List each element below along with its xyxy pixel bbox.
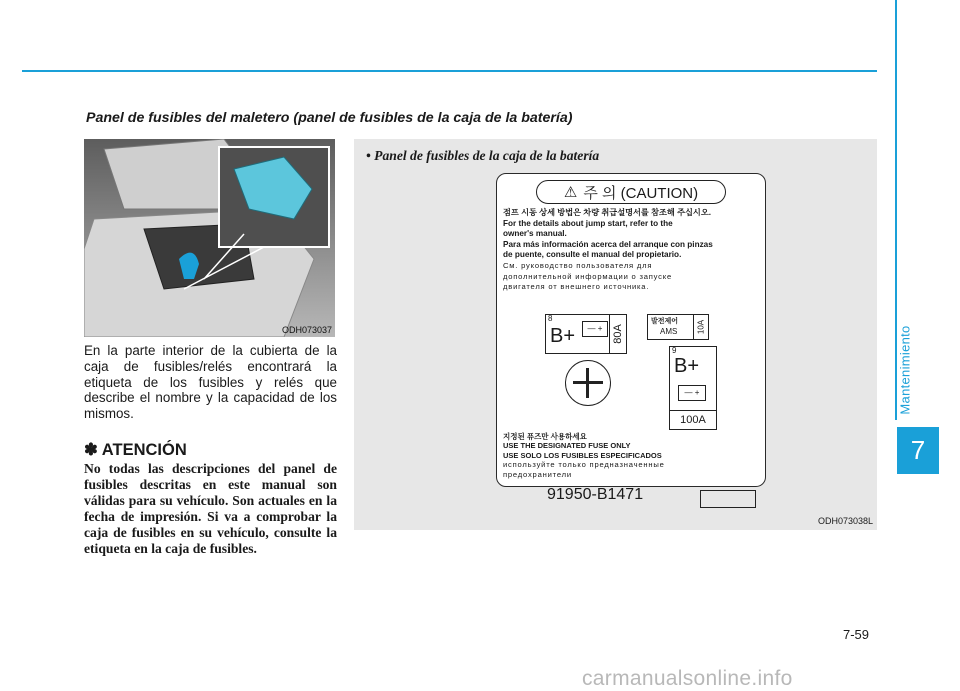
warning-icon: ⚠ xyxy=(563,184,578,201)
part-number: 91950-B1471 xyxy=(547,486,644,503)
fuse-ams: 발전제어 AMS 10A xyxy=(647,314,709,340)
trunk-photo xyxy=(84,139,335,337)
bolt-icon xyxy=(565,360,611,406)
chapter-label: Mantenimiento xyxy=(897,325,913,415)
battery-icon: — + xyxy=(582,321,608,337)
image-code: ODH073037 xyxy=(281,325,332,335)
caution-text: 주 의 (CAUTION) xyxy=(583,184,699,202)
figure-caption: • Panel de fusibles de la caja de la batería xyxy=(366,148,600,163)
top-rule xyxy=(22,70,877,72)
car-trunk-illustration xyxy=(84,139,335,337)
designated-fuse-notice: 지정된 퓨즈만 사용하세요 USE THE DESIGNATED FUSE ONLY USE SOLO LOS FUSIBLES ESPECIFICADOS используйте только предназначенные предохранители xyxy=(503,432,665,479)
chapter-number-badge: 7 xyxy=(897,427,939,474)
watermark: carmanualsonline.info xyxy=(582,667,793,690)
fuse-label-card xyxy=(496,173,766,503)
attention-text: No todas las descripciones del panel de fusibles descritas en este manual son válidas para su vehículo. Son actuales en la fecha de impresión. Si va a comprobar la caja de fusibles en su vehículo, consulte la etiqueta en la caja de fusibles. xyxy=(84,461,337,556)
attention-heading: ✽ ATENCIÓN xyxy=(84,441,187,459)
blank-label-box xyxy=(700,490,756,508)
fuse-b8: 8 B+ — + 80A xyxy=(545,314,627,354)
page-number: 7-59 xyxy=(843,627,870,642)
fuse-label-figure xyxy=(354,139,877,530)
section-title: Panel de fusibles del maletero (panel de fusibles de la caja de la batería) xyxy=(86,110,573,126)
figure-code: ODH073038L xyxy=(817,516,873,526)
body-text: En la parte interior de la cubierta de la caja de fusibles/relés encontrará la etiqueta de los fusibles y relés que describe el nombre y la capacidad de los mismos. xyxy=(84,343,337,422)
battery-icon: — + xyxy=(678,385,706,401)
fuse-b9: 9 B+ — + 100A xyxy=(669,346,717,430)
jump-start-instructions: 점프 시동 상세 방법은 차량 취급설명서를 참조해 주십시오. For the details about jump start, refer to the owner's manual. Para más información acerca del arranque con pinzas de puente, consulte el manual del propietario. См. руководство пользователя для дополнительной информации о запуске двигателя от внешнего источника. xyxy=(503,208,713,292)
caution-banner xyxy=(536,180,726,204)
